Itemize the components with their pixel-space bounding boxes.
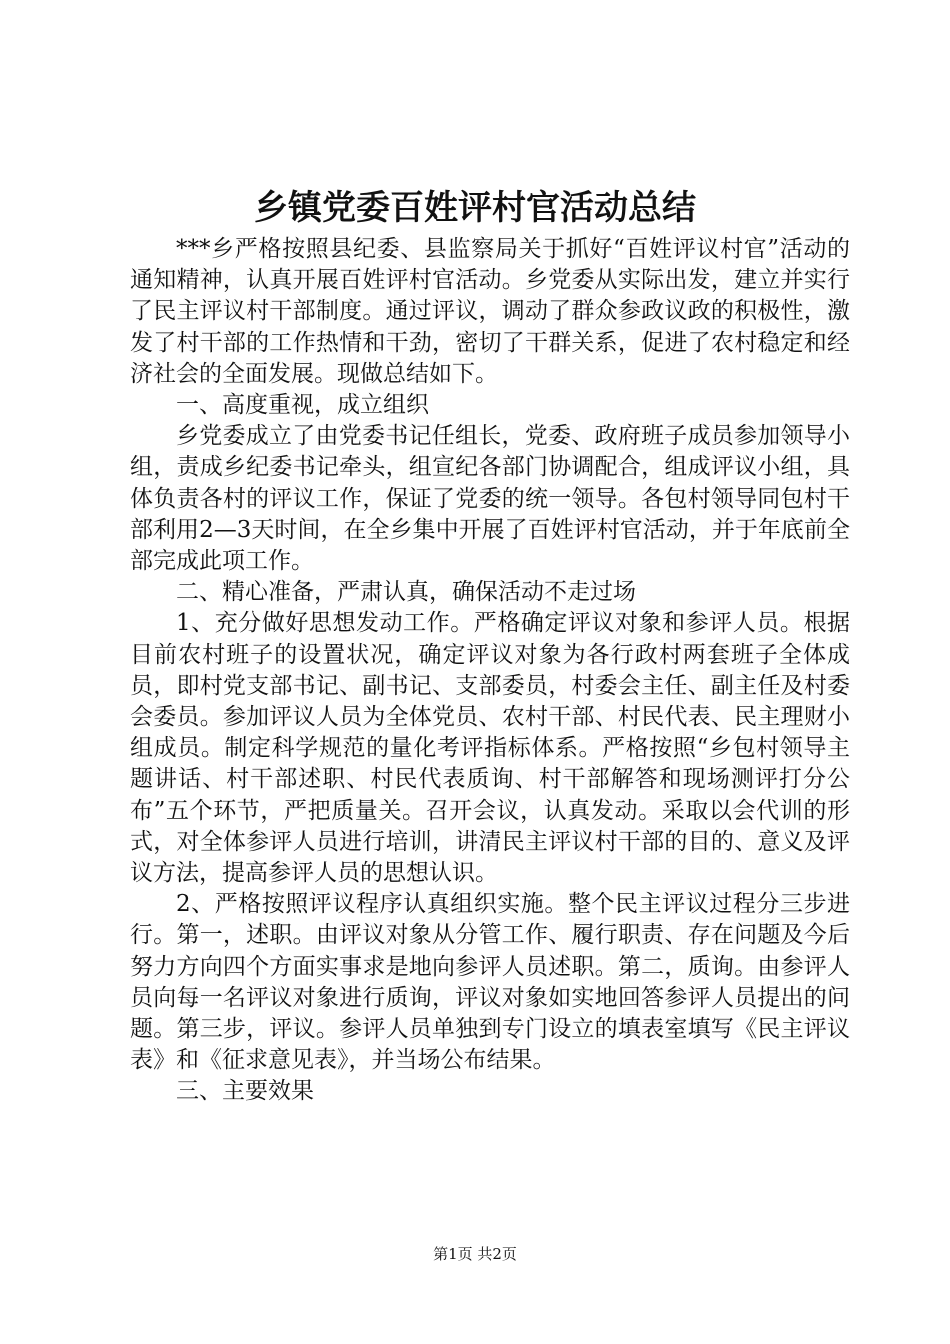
section-heading-1: 一、高度重视，成立组织	[176, 392, 429, 419]
document-title: 乡镇党委百姓评村官活动总结	[254, 188, 696, 228]
section-2-item-2-paragraph: 2、严格按照评议程序认真组织实施。整个民主评议过程分三步进行。第一，述职。由评议对象从分管工作、履行职责、存在问题及今后努力方向四个方面实事求是地向参评人员述职。第二，质询。由参评人员向每一名评议对象进行质询，评议对象如实地回答参评人员提出的问题。第三步，评议。参评人员单独到专门设立的填表室填写《民主评议表》和《征求意见表》，并当场公布结果。	[130, 891, 850, 1074]
intro-paragraph: ***乡严格按照县纪委、县监察局关于抓好“百姓评议村官”活动的通知精神，认真开展百姓评村官活动。乡党委从实际出发，建立并实行了民主评议村干部制度。通过评议，调动了群众参政议政的积极性，激发了村干部的工作热情和干劲，密切了干群关系，促进了农村稳定和经济社会的全面发展。现做总结如下。	[130, 236, 850, 387]
section-heading-3: 三、主要效果	[176, 1078, 314, 1105]
section-1-paragraph: 乡党委成立了由党委书记任组长，党委、政府班子成员参加领导小组，责成乡纪委书记牵头，组宣纪各部门协调配合，组成评议小组，具体负责各村的评议工作，保证了党委的统一领导。各包村领导同包村干部利用2—3天时间，在全乡集中开展了百姓评村官活动，并于年底前全部完成此项工作。	[130, 423, 850, 575]
document-body	[130, 234, 850, 1108]
section-heading-2: 二、精心准备，严肃认真，确保活动不走过场	[176, 579, 636, 606]
section-2-item-1-paragraph: 1、充分做好思想发动工作。严格确定评议对象和参评人员。根据目前农村班子的设置状况，确定评议对象为各行政村两套班子全体成员，即村党支部书记、副书记、支部委员，村委会主任、副主任及村委会委员。参加评议人员为全体党员、农村干部、村民代表、民主理财小组成员。制定科学规范的量化考评指标体系。严格按照“乡包村领导主题讲话、村干部述职、村民代表质询、村干部解答和现场测评打分公布”五个环节，严把质量关。召开会议，认真发动。采取以会代训的形式，对全体参评人员进行培训，讲清民主评议村干部的目的、意义及评议方法，提高参评人员的思想认识。	[130, 610, 850, 887]
page-footer: 第1页 共2页	[433, 1245, 517, 1263]
